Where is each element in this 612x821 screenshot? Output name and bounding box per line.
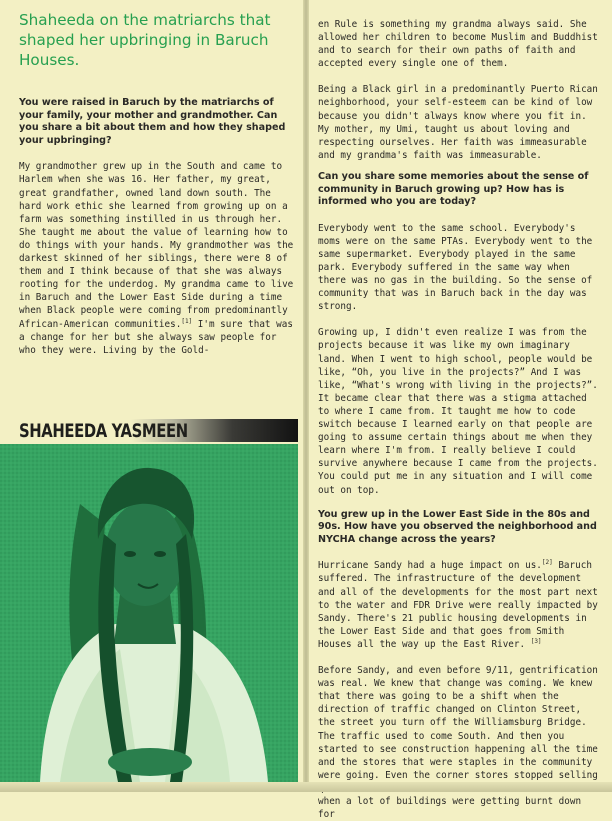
left-column (19, 10, 295, 357)
answer-1-text: My grandmother grew up in the South and came to Harlem when she was 16. Her father, my great, great grandfather, owned land down south. The hard work ethic she learned from growing up on a farm was something instilled in us through her. She taught me about the value of learning how to do things with your hands. My grandmother was the darkest skinned of her siblings, there were 8 of them and I think because of that she was always rooting for the underdog. My grandma came to live in Baruch and the Lower East Side during a time when Black people were coming from predominantly African-American communities. (19, 161, 294, 330)
answer-1-text-tail: I'm sure that was a change for her but she always saw people for who they were. Living by the Gold- (19, 318, 293, 356)
page-bottom-edge (0, 782, 612, 792)
footnote-ref-1: [1] (181, 317, 193, 325)
answer-2-paragraph-2: Growing up, I didn't even realize I was from the projects because it was like my own imaginary land. When I went to high school, people would be like, “Oh, you live in the projects?” And I was like, “What's wrong with living in the projects?”. It became clear that there was a stigma attached to where I came from. It taught me how to code switch because I learned early on that people are going to assume certain things about me when they learn where I'm from. I really believe I could survive anywhere because I came from the projects. You could put me in any situation and I will come out on top. (318, 327, 598, 496)
page-gutter (303, 0, 309, 792)
answer-3-text-a: Hurricane Sandy had a huge impact on us. (318, 560, 542, 572)
portrait-image (0, 444, 298, 782)
answer-3-text-b: Baruch suffered. The infrastructure of the development and all of the developments for the most part next to the water and FDR Drive were really impacted by Sandy. There's 21 public housing developments in the Lower East Side and that goes from Smith Houses all the way up the East River. (318, 560, 598, 650)
answer-3-paragraph-2: Before Sandy, and even before 9/11, gentrification was real. We knew that change was coming. We knew that there was going to be a shift when the direction of traffic changed on Clinton Street, the street you turn off the Williamsburg Bridge. The traffic used to come South. And then you started to see construction happening all the time and the stores that were staples in the community were going. Even the corner stores stopped selling when a lot of buildings were getting burnt down for (318, 665, 598, 821)
question-3: You grew up in the Lower East Side in the 80s and 90s. How have you observed the neighborhood and NYCHA change across the years? (318, 508, 597, 545)
portrait-photo (0, 444, 298, 782)
answer-1-continued: en Rule is something my grandma always said. She allowed her children to become Muslim and Buddhist and to search for their own paths of faith and accepted every single one of them. (318, 19, 598, 70)
page-headline: Shaheeda on the matriarchs that shaped her upbringing in Baruch Houses. (19, 11, 271, 69)
answer-1-paragraph (19, 160, 295, 356)
question-2: Can you share some memories about the sense of community in Baruch growing up? How has is informed who you are today? (318, 170, 589, 208)
answer-1-paragraph-2: Being a Black girl in a predominantly Puerto Rican neighborhood, your self-esteem can be kind of low because you didn't always know where you fit in. My mother, my Umi, taught us about loving and respecting ourselves. Her faith was immeasurable and my grandma's faith was immeasurable. (318, 84, 598, 161)
footnote-ref-2: [2] (541, 559, 553, 567)
answer-3-paragraph-1 (318, 559, 598, 651)
question-1: You were raised in Baruch by the matriarchs of your family, your mother and grandmother. Can you share a bit about them and how they shaped your upbringing? (19, 97, 286, 146)
right-column (318, 18, 598, 821)
subject-name: SHAHEEDA YASMEEN (19, 420, 188, 442)
answer-2-paragraph-1: Everybody went to the same school. Everybody's moms were on the same PTAs. Everybody went to the same supermarket. Everybody played in the same park. Everybody suffered in the same way when there was no gas in the building. So the sense of community that was in Baruch back in the day was strong. (318, 222, 593, 313)
footnote-ref-3: [3] (530, 637, 542, 645)
